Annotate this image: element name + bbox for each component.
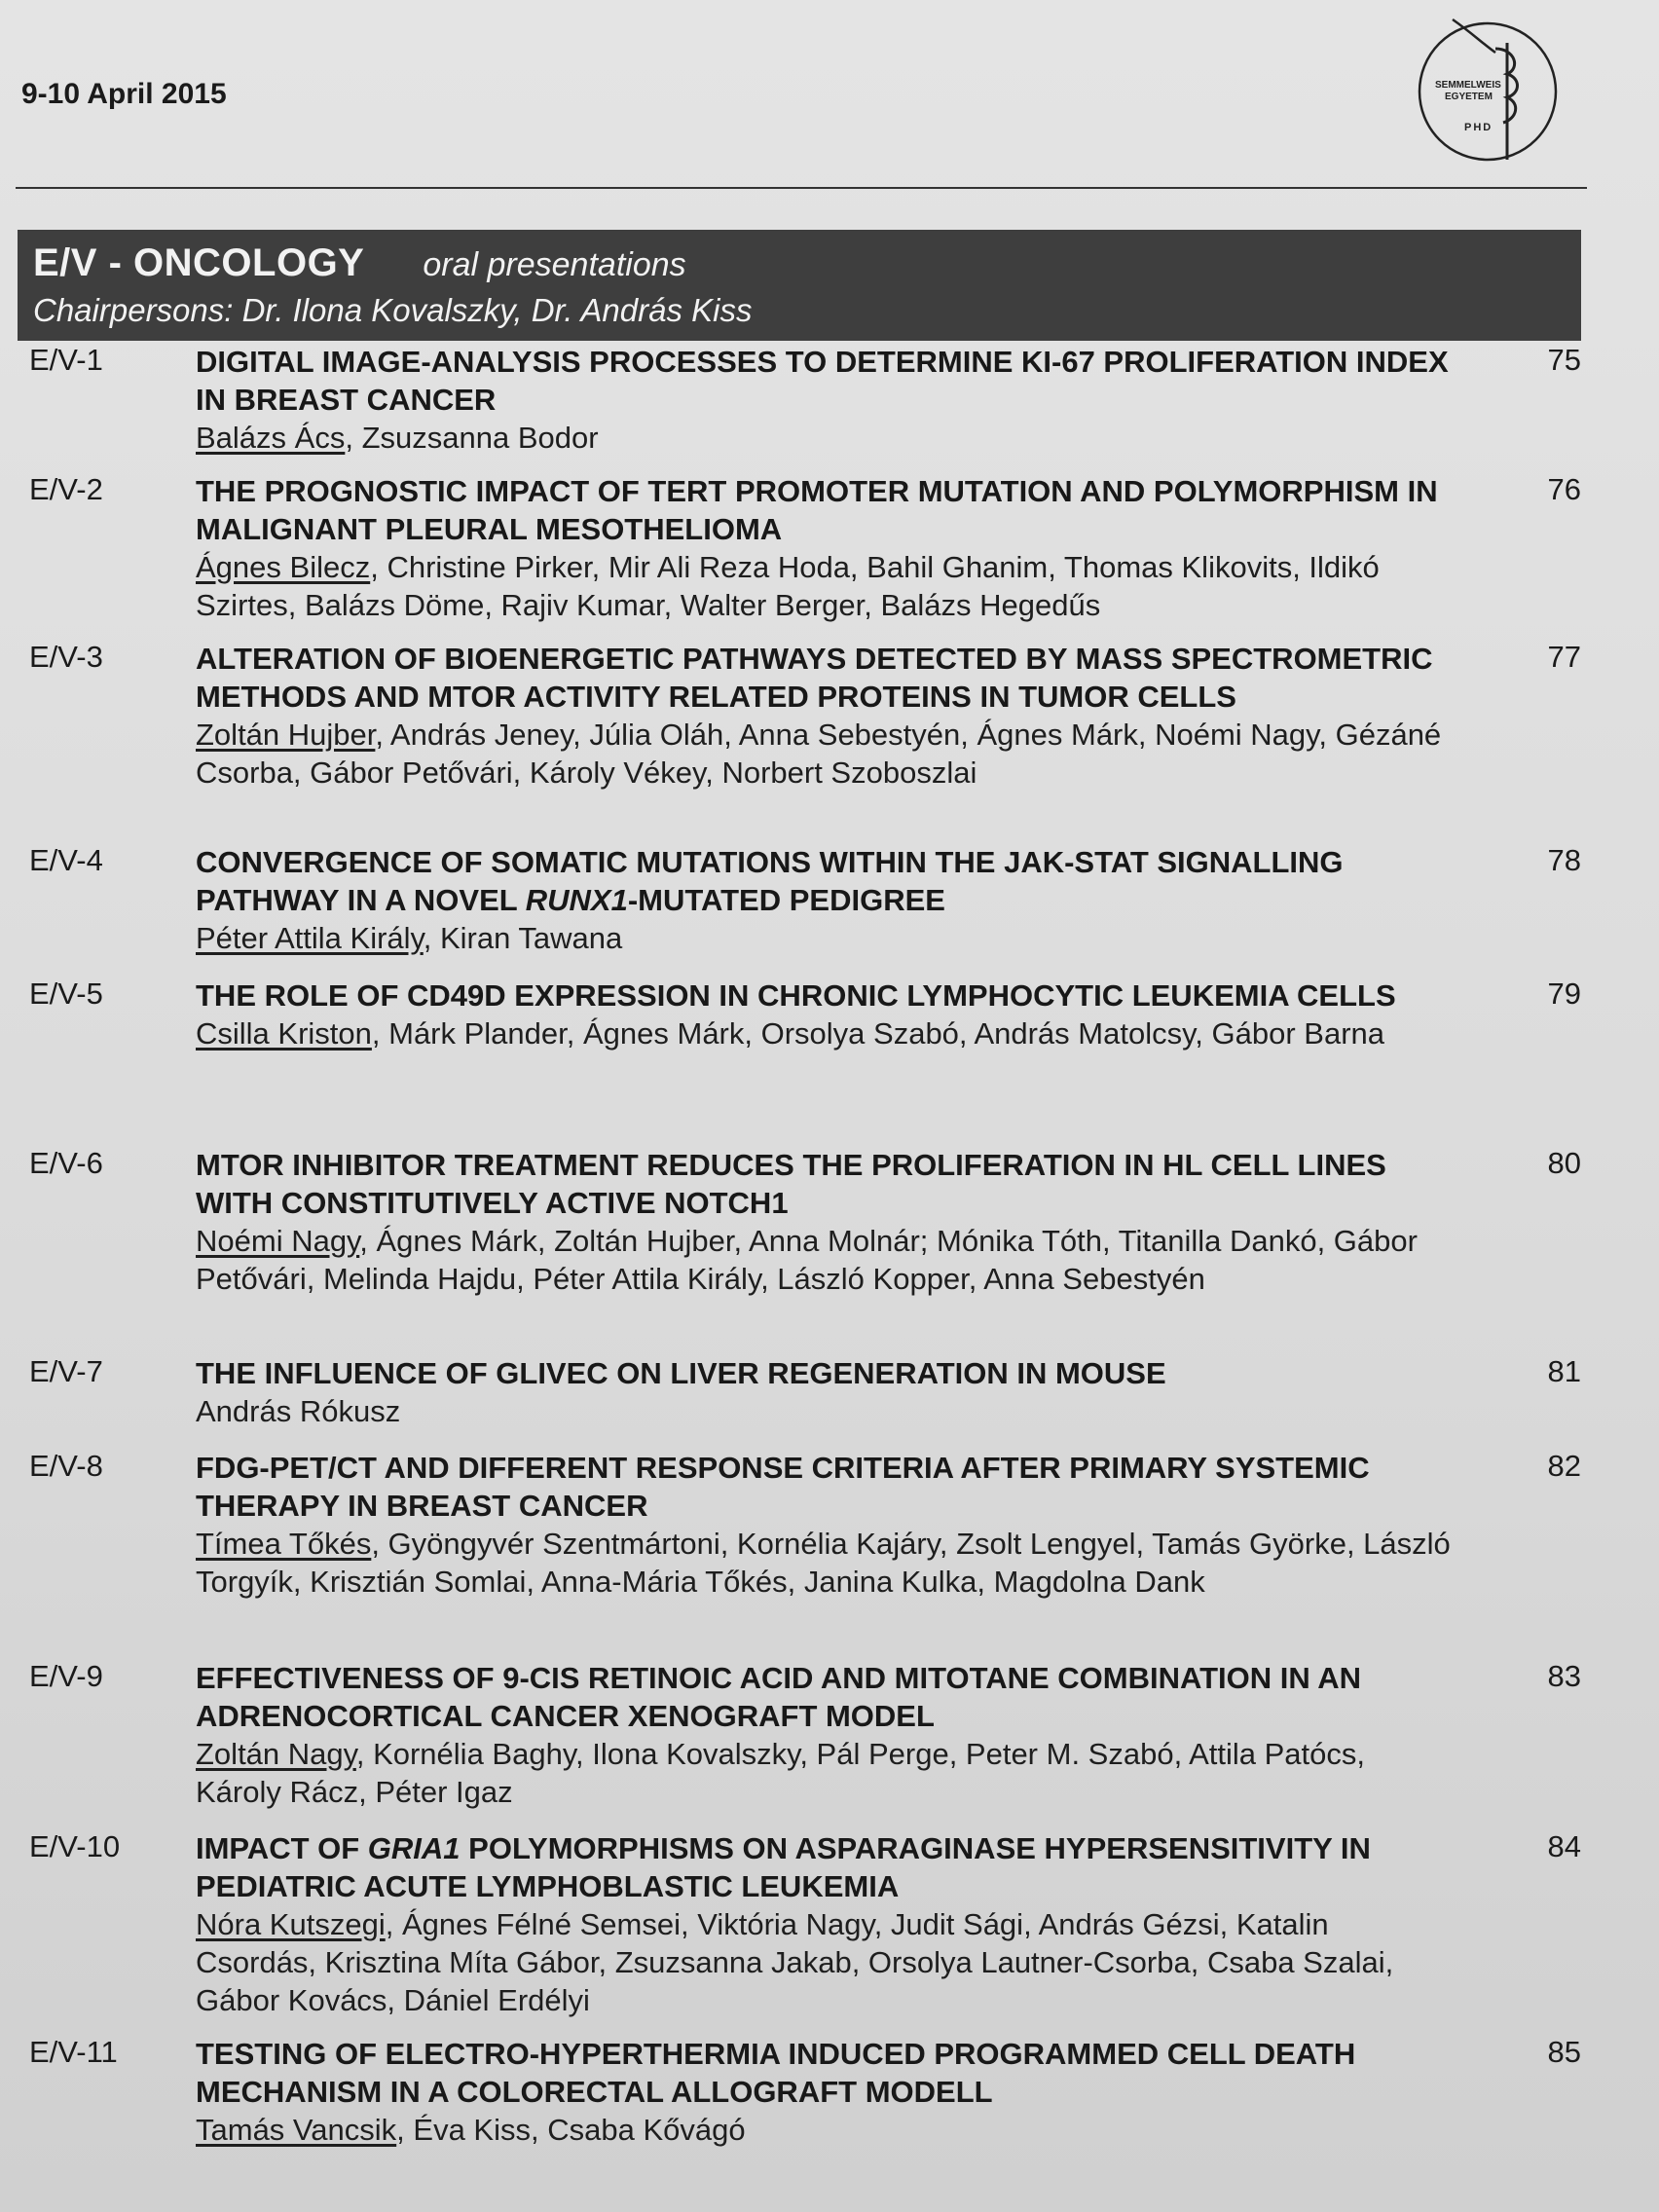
abstract-body — [196, 472, 1452, 624]
page-number: 79 — [1547, 977, 1581, 1011]
abstract-title — [196, 1659, 1452, 1735]
abstract-authors — [196, 1905, 1452, 2019]
abstract-authors — [196, 1735, 1452, 1811]
logo-text-mid: EGYETEM — [1445, 92, 1493, 102]
section-title: E/V - ONCOLOGY — [33, 241, 365, 284]
page-number: 75 — [1547, 343, 1581, 377]
abstract-body — [196, 977, 1452, 1052]
section-chairpersons: Chairpersons: Dr. Ilona Kovalszky, Dr. András Kiss — [33, 292, 753, 328]
coauthors: , Ágnes Márk, Zoltán Hujber, Anna Molnár; Mónika Tóth, Titanilla Dankó, Gábor Petővári, Melinda Hajdu, Péter Attila Király, László Kopper, Anna Sebestyén — [196, 1224, 1418, 1296]
coauthors: , Éva Kiss, Csaba Kővágó — [396, 2113, 746, 2147]
abstract-authors — [196, 1014, 1452, 1052]
presenting-author: Tamás Vancsik — [196, 2113, 397, 2147]
abstract-authors — [196, 2111, 1452, 2149]
page-number: 78 — [1547, 843, 1581, 877]
abstract-body — [196, 1146, 1452, 1298]
coauthors: , Márk Plander, Ágnes Márk, Orsolya Szabó, András Matolcsy, Gábor Barna — [371, 1016, 1384, 1051]
abstract-authors — [196, 548, 1452, 624]
abstract-body — [196, 1829, 1452, 2019]
presenting-author: Zoltán Nagy — [196, 1737, 356, 1771]
header-date: 9-10 April 2015 — [21, 78, 227, 110]
abstract-authors — [196, 919, 1452, 957]
coauthors: András Rókusz — [196, 1394, 401, 1428]
title-text: EFFECTIVENESS OF 9-CIS RETINOIC ACID AND MITOTANE COMBINATION IN AN ADRENOCORTICAL CANCER XENOGRAFT MODEL — [196, 1661, 1361, 1733]
presenting-author: Tímea Tőkés — [196, 1527, 372, 1561]
abstract-id: E/V-8 — [29, 1449, 103, 1483]
coauthors: , Ágnes Félné Semsei, Viktória Nagy, Judit Sági, András Gézsi, Katalin Csordás, Krisztina Míta Gábor, Zsuzsanna Jakab, Orsolya Lautner-Csorba, Csaba Szalai, Gábor Kovács, Dániel Erdélyi — [196, 1907, 1394, 2017]
abstract-authors — [196, 1392, 1452, 1430]
abstract-title — [196, 977, 1452, 1014]
abstract-title — [196, 1354, 1452, 1392]
gene-name: GRIA1 — [367, 1831, 461, 1865]
page-number: 84 — [1547, 1829, 1581, 1863]
abstract-title — [196, 843, 1452, 919]
abstract-body — [196, 1354, 1452, 1430]
title-text: POLYMORPHISMS ON ASPARAGINASE HYPERSENSITIVITY IN PEDIATRIC ACUTE LYMPHOBLASTIC LEUKEMIA — [196, 1831, 1371, 1903]
abstract-body — [196, 343, 1452, 457]
abstract-authors — [196, 1222, 1452, 1298]
section-banner — [18, 230, 1581, 341]
presenting-author: Nóra Kutszegi — [196, 1907, 386, 1941]
abstract-id: E/V-10 — [29, 1829, 121, 1863]
title-text: CONVERGENCE OF SOMATIC MUTATIONS WITHIN THE JAK-STAT SIGNALLING PATHWAY IN A NOVEL — [196, 845, 1344, 917]
presenting-author: Zoltán Hujber — [196, 718, 376, 752]
header-divider — [16, 187, 1587, 189]
abstract-id: E/V-5 — [29, 977, 103, 1011]
title-text: THE PROGNOSTIC IMPACT OF TERT PROMOTER MUTATION AND POLYMORPHISM IN MALIGNANT PLEURAL MESOTHELIOMA — [196, 474, 1438, 546]
abstract-id: E/V-3 — [29, 640, 103, 674]
abstract-title — [196, 472, 1452, 548]
coauthors: , Gyöngyvér Szentmártoni, Kornélia Kajáry, Zsolt Lengyel, Tamás Györke, László Torgyík, Krisztián Somlai, Anna-Mária Tőkés, Janina Kulka, Magdolna Dank — [196, 1527, 1451, 1599]
presenting-author: Noémi Nagy — [196, 1224, 360, 1258]
abstract-title — [196, 2035, 1452, 2111]
abstract-body — [196, 2035, 1452, 2149]
semmelweis-phd-logo — [1414, 14, 1562, 162]
title-text: DIGITAL IMAGE-ANALYSIS PROCESSES TO DETERMINE KI-67 PROLIFERATION INDEX IN BREAST CANCER — [196, 345, 1449, 417]
logo-text-bottom: PHD — [1464, 122, 1493, 133]
page-number: 82 — [1547, 1449, 1581, 1483]
abstract-authors — [196, 1525, 1452, 1601]
gene-name: RUNX1 — [525, 883, 628, 917]
abstract-id: E/V-9 — [29, 1659, 103, 1693]
title-text: FDG-PET/CT AND DIFFERENT RESPONSE CRITERIA AFTER PRIMARY SYSTEMIC THERAPY IN BREAST CANCER — [196, 1451, 1370, 1523]
abstract-title — [196, 343, 1452, 419]
abstract-title — [196, 1449, 1452, 1525]
abstract-title — [196, 640, 1452, 716]
page-number: 81 — [1547, 1354, 1581, 1388]
abstract-id: E/V-11 — [29, 2035, 118, 2069]
abstract-body — [196, 1449, 1452, 1601]
coauthors: , Christine Pirker, Mir Ali Reza Hoda, Bahil Ghanim, Thomas Klikovits, Ildikó Szirtes, Balázs Döme, Rajiv Kumar, Walter Berger, Balázs Hegedűs — [196, 550, 1380, 622]
abstract-title — [196, 1829, 1452, 1905]
presenting-author: Ágnes Bilecz — [196, 550, 371, 584]
page-number: 83 — [1547, 1659, 1581, 1693]
abstract-id: E/V-1 — [29, 343, 103, 377]
coauthors: , Kornélia Baghy, Ilona Kovalszky, Pál Perge, Peter M. Szabó, Attila Patócs, Károly Rácz, Péter Igaz — [196, 1737, 1365, 1809]
coauthors: , András Jeney, Júlia Oláh, Anna Sebestyén, Ágnes Márk, Noémi Nagy, Gézáné Csorba, Gábor Petővári, Károly Vékey, Norbert Szoboszlai — [196, 718, 1442, 790]
title-text: IMPACT OF — [196, 1831, 368, 1865]
page-number: 76 — [1547, 472, 1581, 506]
abstract-body — [196, 1659, 1452, 1811]
coauthors: , Kiran Tawana — [423, 921, 623, 955]
abstract-body — [196, 843, 1452, 957]
abstract-id: E/V-4 — [29, 843, 103, 877]
abstract-authors — [196, 716, 1452, 792]
page-number: 85 — [1547, 2035, 1581, 2069]
presenting-author: Balázs Ács — [196, 421, 346, 455]
abstract-id: E/V-7 — [29, 1354, 103, 1388]
title-text: THE INFLUENCE OF GLIVEC ON LIVER REGENERATION IN MOUSE — [196, 1356, 1166, 1390]
coauthors: , Zsuzsanna Bodor — [345, 421, 599, 455]
presenting-author: Péter Attila Király — [196, 921, 424, 955]
abstract-id: E/V-2 — [29, 472, 103, 506]
abstract-id: E/V-6 — [29, 1146, 103, 1180]
presenting-author: Csilla Kriston — [196, 1016, 372, 1051]
abstract-title — [196, 1146, 1452, 1222]
abstract-body — [196, 640, 1452, 792]
abstract-authors — [196, 419, 1452, 457]
title-text: MTOR INHIBITOR TREATMENT REDUCES THE PROLIFERATION IN HL CELL LINES WITH CONSTITUTIVELY ACTIVE NOTCH1 — [196, 1148, 1386, 1220]
title-text: ALTERATION OF BIOENERGETIC PATHWAYS DETECTED BY MASS SPECTROMETRIC METHODS AND MTOR ACTIVITY RELATED PROTEINS IN TUMOR CELLS — [196, 642, 1433, 714]
title-text: TESTING OF ELECTRO-HYPERTHERMIA INDUCED PROGRAMMED CELL DEATH MECHANISM IN A COLORECTAL ALLOGRAFT MODELL — [196, 2037, 1356, 2109]
page-number: 77 — [1547, 640, 1581, 674]
page-number: 80 — [1547, 1146, 1581, 1180]
section-subtitle: oral presentations — [423, 246, 686, 283]
logo-text-top: SEMMELWEIS — [1435, 80, 1501, 91]
title-text: -MUTATED PEDIGREE — [627, 883, 945, 917]
title-text: THE ROLE OF CD49D EXPRESSION IN CHRONIC LYMPHOCYTIC LEUKEMIA CELLS — [196, 978, 1396, 1013]
